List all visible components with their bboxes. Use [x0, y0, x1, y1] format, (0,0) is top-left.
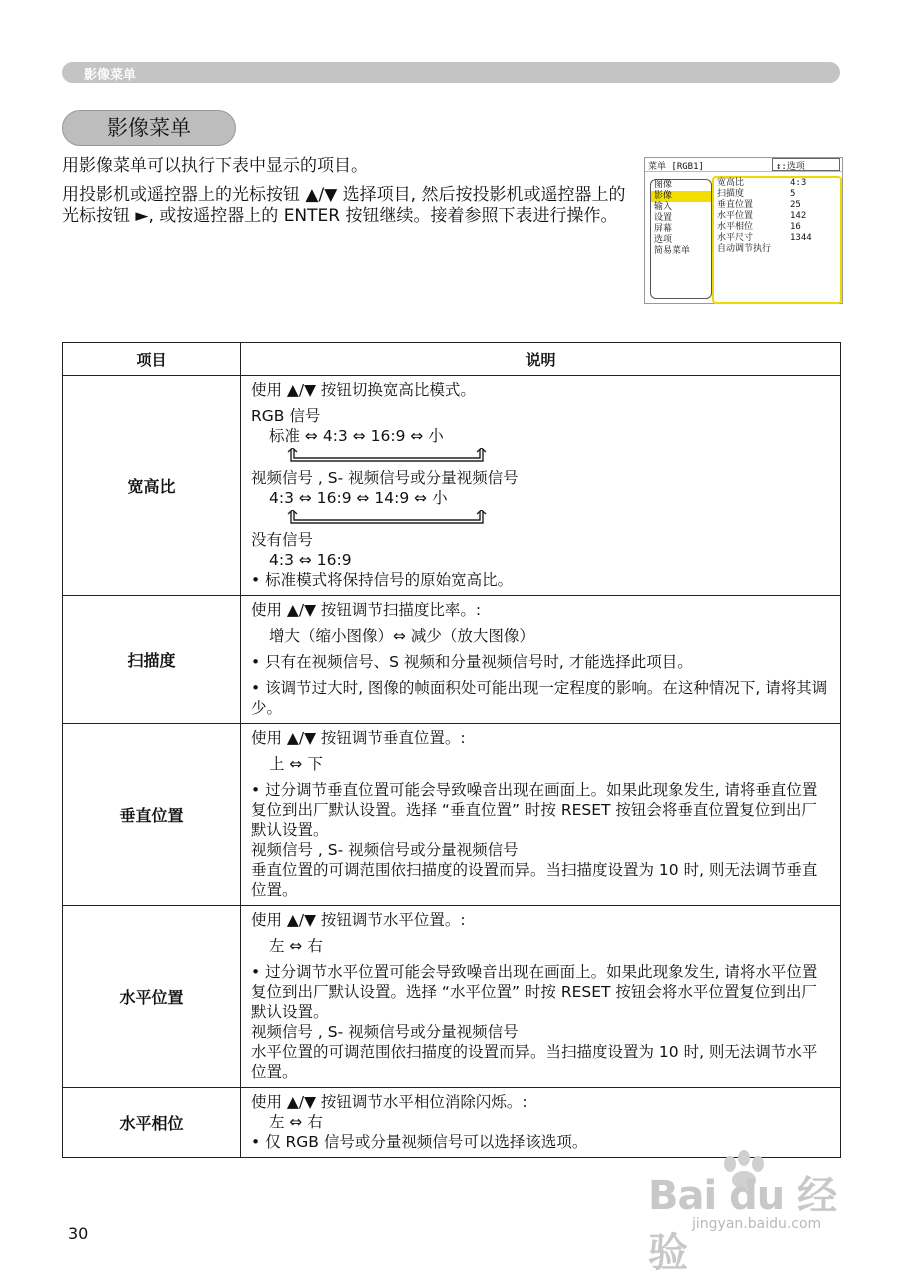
item-name: 水平相位 — [63, 1088, 241, 1158]
item-name: 水平位置 — [63, 906, 241, 1088]
desc-line: 使用 ▲/▼ 按钮调节扫描度比率。: — [251, 601, 482, 619]
osd-setting-value: 142 — [790, 211, 807, 221]
osd-setting-key: 水平相位 — [717, 222, 754, 232]
desc-line: 没有信号 — [251, 531, 314, 549]
desc-line: 视频信号 , S- 视频信号或分量视频信号 — [251, 469, 519, 487]
page-title: 影像菜单 — [62, 110, 236, 146]
desc-line: 使用 ▲/▼ 按钮切换宽高比模式。 — [251, 381, 476, 399]
osd-menu-item[interactable]: 设置 — [654, 213, 673, 223]
desc-line: 标准 ⇔ 4:3 ⇔ 16:9 ⇔ 小 — [269, 427, 444, 445]
osd-menu-item[interactable]: 屏幕 — [654, 224, 673, 234]
osd-setting-row[interactable] — [714, 178, 840, 189]
table-header-row — [63, 343, 841, 376]
desc-line: 视频信号 , S- 视频信号或分量视频信号 — [251, 1023, 519, 1041]
loop-arrow-icon — [287, 448, 487, 464]
table-row-vertical-position — [63, 724, 841, 906]
item-name: 垂直位置 — [63, 724, 241, 906]
desc-line: 视频信号 , S- 视频信号或分量视频信号 — [251, 841, 519, 859]
item-description — [241, 1088, 841, 1158]
osd-hint: ↕:选项 — [776, 162, 805, 172]
osd-menu-item[interactable]: 选项 — [654, 235, 673, 245]
desc-line: 垂直位置的可调范围依扫描度的设置而异。当扫描度设置为 10 时, 则无法调节垂直位置。 — [251, 861, 818, 899]
item-description — [241, 724, 841, 906]
desc-bullet: • 该调节过大时, 图像的帧面积处可能出现一定程度的影响。在这种情况下, 请将其调少。 — [251, 679, 828, 717]
item-name: 宽高比 — [63, 376, 241, 596]
desc-bullet: • 过分调节水平位置可能会导致噪音出现在画面上。如果此现象发生, 请将水平位置复位到出厂默认设置。选择 “水平位置” 时按 RESET 按钮会将水平位置复位到出厂默认设置。 — [251, 963, 818, 1021]
osd-header — [645, 158, 842, 172]
page-number: 30 — [68, 1224, 89, 1243]
desc-line: 上 ⇔ 下 — [269, 755, 323, 773]
desc-line: 使用 ▲/▼ 按钮调节垂直位置。: — [251, 729, 466, 747]
osd-settings-panel — [712, 176, 842, 304]
intro-text — [62, 156, 627, 235]
desc-bullet: • 过分调节垂直位置可能会导致噪音出现在画面上。如果此现象发生, 请将垂直位置复位到出厂默认设置。选择 “垂直位置” 时按 RESET 按钮会将垂直位置复位到出厂默认设置。 — [251, 781, 818, 839]
desc-line: 4:3 ⇔ 16:9 ⇔ 14:9 ⇔ 小 — [269, 489, 448, 507]
osd-setting-key: 水平位置 — [717, 211, 754, 221]
osd-menu-item-selected[interactable]: 影像 — [651, 191, 711, 202]
osd-setting-value: 4:3 — [790, 178, 807, 188]
table-row-aspect — [63, 376, 841, 596]
table-row-horizontal-phase — [63, 1088, 841, 1158]
desc-line: 使用 ▲/▼ 按钮调节水平位置。: — [251, 911, 466, 929]
osd-hint-box — [772, 158, 840, 171]
osd-setting-row[interactable] — [714, 233, 840, 244]
osd-setting-key: 自动调节执行 — [717, 244, 772, 254]
osd-menu-item[interactable]: 简易菜单 — [654, 246, 691, 256]
watermark-logo-text: Bai du 经验 — [648, 1173, 837, 1276]
header-bar — [62, 62, 840, 83]
osd-setting-row[interactable] — [714, 211, 840, 222]
desc-line: 4:3 ⇔ 16:9 — [269, 551, 352, 569]
intro-line-2: 用投影机或遥控器上的光标按钮 ▲/▼ 选择项目, 然后按投影机或遥控器上的光标按钮 ►, 或按遥控器上的 ENTER 按钮继续。接着参照下表进行操作。 — [62, 185, 626, 226]
table-row-overscan — [63, 596, 841, 724]
osd-setting-value: 25 — [790, 200, 801, 210]
osd-menu-screenshot — [644, 157, 843, 304]
desc-line: 水平位置的可调范围依扫描度的设置而异。当扫描度设置为 10 时, 则无法调节水平位置。 — [251, 1043, 818, 1081]
item-description — [241, 596, 841, 724]
desc-line: 左 ⇔ 右 — [269, 937, 323, 955]
intro-line-1: 用影像菜单可以执行下表中显示的项目。 — [62, 156, 368, 176]
watermark — [640, 1150, 850, 1276]
desc-bullet: • 只有在视频信号、S 视频和分量视频信号时, 才能选择此项目。 — [251, 653, 693, 671]
header-section-label: 影像菜单 — [84, 68, 137, 83]
osd-title: 菜单 [RGB1] — [648, 162, 704, 172]
osd-setting-key: 垂直位置 — [717, 200, 754, 210]
osd-menu-item[interactable]: 图像 — [654, 180, 673, 190]
desc-line: 左 ⇔ 右 — [269, 1113, 323, 1131]
column-header-description: 说明 — [241, 343, 841, 376]
osd-setting-key: 扫描度 — [717, 189, 745, 199]
osd-setting-row[interactable] — [714, 200, 840, 211]
desc-line: 使用 ▲/▼ 按钮调节水平相位消除闪烁。: — [251, 1093, 528, 1111]
osd-setting-row[interactable] — [714, 189, 840, 200]
item-description — [241, 376, 841, 596]
watermark-url: jingyan.baidu.com — [692, 1216, 822, 1232]
osd-setting-value: 5 — [790, 189, 796, 199]
osd-setting-value: 1344 — [790, 233, 812, 243]
osd-setting-row[interactable] — [714, 222, 840, 233]
settings-table — [62, 342, 841, 1158]
item-name: 扫描度 — [63, 596, 241, 724]
osd-menu-item[interactable]: 输入 — [654, 202, 673, 212]
osd-menu-list — [650, 179, 712, 299]
osd-setting-key: 宽高比 — [717, 178, 745, 188]
desc-line: 增大（缩小图像）⇔ 减少（放大图像） — [269, 627, 535, 645]
column-header-item: 项目 — [63, 343, 241, 376]
osd-setting-value: 16 — [790, 222, 801, 232]
desc-bullet: • 标准模式将保持信号的原始宽高比。 — [251, 571, 514, 589]
loop-arrow-icon — [287, 510, 487, 526]
osd-setting-key: 水平尺寸 — [717, 233, 754, 243]
desc-bullet: • 仅 RGB 信号或分量视频信号可以选择该选项。 — [251, 1133, 588, 1151]
table-row-horizontal-position — [63, 906, 841, 1088]
osd-setting-row[interactable] — [714, 244, 840, 255]
desc-line: RGB 信号 — [251, 407, 321, 425]
item-description — [241, 906, 841, 1088]
